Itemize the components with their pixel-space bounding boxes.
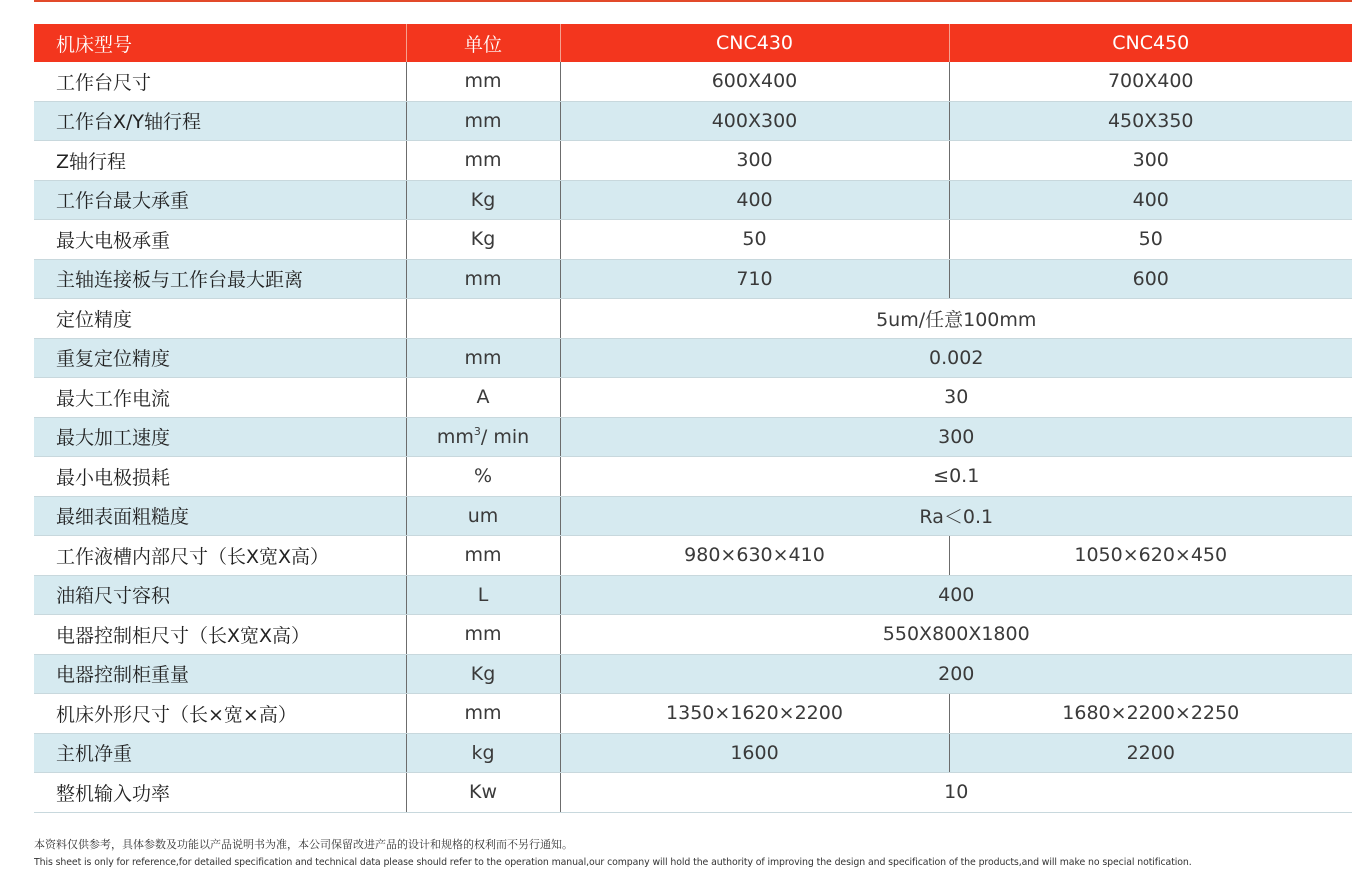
param-name: Z轴行程 [34, 141, 406, 181]
param-name: 工作液槽内部尺寸（长X宽X高） [34, 536, 406, 576]
value-model-2: 1680×2200×2250 [949, 694, 1352, 734]
param-unit: mm [406, 141, 560, 181]
table-row [34, 378, 1352, 418]
shared-value: 0.002 [560, 338, 1352, 378]
table-row [34, 299, 1352, 339]
value-model-1: 300 [560, 141, 949, 181]
param-name: 油箱尺寸容积 [34, 575, 406, 615]
table-row [34, 338, 1352, 378]
param-name: 主机净重 [34, 733, 406, 773]
param-name: 整机输入功率 [34, 773, 406, 813]
table-row [34, 457, 1352, 497]
value-model-1: 1350×1620×2200 [560, 694, 949, 734]
header-model-1: CNC430 [560, 24, 949, 62]
value-model-1: 980×630×410 [560, 536, 949, 576]
param-unit: % [406, 457, 560, 497]
spec-table-body [34, 62, 1352, 812]
param-unit: A [406, 378, 560, 418]
param-name: 最大电极承重 [34, 220, 406, 260]
param-unit: mm [406, 615, 560, 655]
value-model-1: 710 [560, 259, 949, 299]
value-model-2: 1050×620×450 [949, 536, 1352, 576]
table-row [34, 654, 1352, 694]
table-row [34, 417, 1352, 457]
value-model-2: 300 [949, 141, 1352, 181]
disclaimer-chinese: 本资料仅供参考，具体参数及功能以产品说明书为准，本公司保留改进产品的设计和规格的权利而不另行通知。 [34, 838, 573, 851]
param-name: 工作台最大承重 [34, 180, 406, 220]
param-unit: Kw [406, 773, 560, 813]
param-name: 电器控制柜重量 [34, 654, 406, 694]
shared-value: 400 [560, 575, 1352, 615]
table-row [34, 180, 1352, 220]
table-row [34, 733, 1352, 773]
unit-superscript: 3 [473, 425, 481, 439]
table-row [34, 694, 1352, 734]
table-row [34, 141, 1352, 181]
param-unit [406, 299, 560, 339]
value-model-1: 50 [560, 220, 949, 260]
table-row [34, 101, 1352, 141]
param-unit: mm [406, 536, 560, 576]
disclaimer-english: This sheet is only for reference,for detailed specification and technical data please should refer to the operation manual,our company will hold the authority of improving the design and specification of the products,and will make no special notification. [34, 857, 1192, 868]
shared-value: ≤0.1 [560, 457, 1352, 497]
unit-rest: / min [480, 426, 530, 449]
param-unit: Kg [406, 180, 560, 220]
table-row [34, 259, 1352, 299]
table-row [34, 773, 1352, 813]
param-name: 工作台X/Y轴行程 [34, 101, 406, 141]
shared-value: 10 [560, 773, 1352, 813]
param-unit [406, 417, 560, 457]
value-model-2: 700X400 [949, 62, 1352, 101]
param-name: 主轴连接板与工作台最大距离 [34, 259, 406, 299]
spec-table [34, 24, 1352, 813]
param-name: 重复定位精度 [34, 338, 406, 378]
table-row [34, 220, 1352, 260]
param-name: 电器控制柜尺寸（长X宽X高） [34, 615, 406, 655]
header-unit: 单位 [406, 24, 560, 62]
table-row [34, 615, 1352, 655]
param-unit: mm [406, 259, 560, 299]
param-name: 定位精度 [34, 299, 406, 339]
param-name: 工作台尺寸 [34, 62, 406, 101]
param-unit: um [406, 496, 560, 536]
value-model-1: 600X400 [560, 62, 949, 101]
param-unit: mm [406, 62, 560, 101]
param-name: 最大工作电流 [34, 378, 406, 418]
header-model-2: CNC450 [949, 24, 1352, 62]
shared-value: 200 [560, 654, 1352, 694]
header-param: 机床型号 [34, 24, 406, 62]
unit-base: mm [436, 426, 474, 449]
value-model-2: 450X350 [949, 101, 1352, 141]
param-name: 机床外形尺寸（长×宽×高） [34, 694, 406, 734]
param-name: 最细表面粗糙度 [34, 496, 406, 536]
table-header-row [34, 24, 1352, 62]
param-name: 最大加工速度 [34, 417, 406, 457]
table-row [34, 536, 1352, 576]
param-unit: kg [406, 733, 560, 773]
shared-value: 550X800X1800 [560, 615, 1352, 655]
param-unit: Kg [406, 654, 560, 694]
param-unit: L [406, 575, 560, 615]
param-unit: mm [406, 338, 560, 378]
param-unit: mm [406, 101, 560, 141]
shared-value: 30 [560, 378, 1352, 418]
table-row [34, 62, 1352, 101]
table-row [34, 575, 1352, 615]
value-model-2: 2200 [949, 733, 1352, 773]
shared-value: Ra＜0.1 [560, 496, 1352, 536]
top-accent-line [34, 0, 1352, 2]
table-row [34, 496, 1352, 536]
param-unit: Kg [406, 220, 560, 260]
shared-value: 300 [560, 417, 1352, 457]
value-model-2: 600 [949, 259, 1352, 299]
value-model-2: 400 [949, 180, 1352, 220]
shared-value: 5um/任意100mm [560, 299, 1352, 339]
param-unit: mm [406, 694, 560, 734]
param-name: 最小电极损耗 [34, 457, 406, 497]
value-model-2: 50 [949, 220, 1352, 260]
value-model-1: 1600 [560, 733, 949, 773]
value-model-1: 400 [560, 180, 949, 220]
value-model-1: 400X300 [560, 101, 949, 141]
